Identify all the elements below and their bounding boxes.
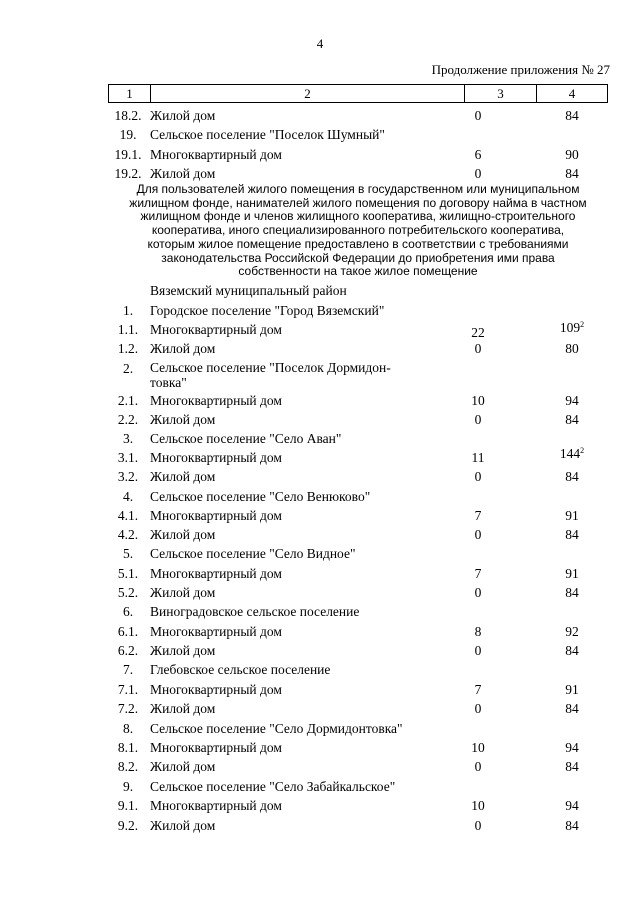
table-row — [0, 107, 640, 125]
header-col-2: 2 — [151, 85, 465, 102]
row-value-4: 84 — [565, 108, 579, 123]
value-text: 109 — [559, 320, 581, 335]
table-row — [0, 700, 640, 718]
row-value-3: 6 — [474, 147, 482, 162]
row-number: 1. — [122, 303, 134, 318]
value-text: 144 — [559, 446, 581, 461]
table-row — [0, 411, 640, 429]
value-text: 84 — [565, 469, 579, 484]
table-row — [0, 565, 640, 583]
row-number: 5.1. — [117, 566, 139, 581]
table-row — [0, 758, 640, 776]
row-number: 18.2. — [114, 108, 142, 123]
row-name: Многоквартирный дом — [150, 393, 282, 408]
table-row — [0, 321, 640, 339]
header-col-3: 3 — [465, 85, 537, 102]
row-name: Жилой дом — [150, 643, 216, 658]
value-text: 84 — [565, 643, 579, 658]
row-value-3: 7 — [474, 682, 482, 697]
value-text: 80 — [565, 341, 579, 356]
row-value-3: 8 — [474, 624, 482, 639]
row-value-3: 0 — [474, 108, 482, 123]
row-number: 1.1. — [117, 322, 139, 337]
row-value-3: 10 — [471, 740, 485, 755]
row-value-4 — [532, 411, 612, 429]
row-number: 6. — [122, 604, 134, 619]
row-value-3: 10 — [471, 798, 485, 813]
row-name: Сельское поселение "Поселок Дормидон- товка" — [150, 360, 391, 390]
row-name: Многоквартирный дом — [150, 450, 282, 465]
row-value-4 — [532, 584, 612, 602]
row-number: 8.2. — [117, 759, 139, 774]
row-value-3: 0 — [474, 759, 482, 774]
table-row — [0, 340, 640, 358]
row-name: Сельское поселение "Поселок Шумный" — [150, 127, 385, 142]
row-number: 4.1. — [117, 508, 139, 523]
row-value-3: 0 — [474, 341, 482, 356]
row-value-3: 0 — [474, 469, 482, 484]
table-row — [0, 488, 640, 506]
row-value-4 — [532, 392, 612, 410]
row-number: 7.2. — [117, 701, 139, 716]
table-row — [0, 507, 640, 525]
value-text: 84 — [565, 527, 579, 542]
table-row — [0, 165, 640, 183]
row-number: 6.2. — [117, 643, 139, 658]
table-row — [0, 146, 640, 164]
row-name: Многоквартирный дом — [150, 740, 282, 755]
row-name: Многоквартирный дом — [150, 798, 282, 813]
row-name: Сельское поселение "Село Видное" — [150, 546, 356, 561]
row-value-4 — [532, 340, 612, 358]
row-number: 19. — [119, 127, 137, 142]
row-name: Жилой дом — [150, 469, 216, 484]
row-name: Сельское поселение "Село Дормидонтовка" — [150, 721, 403, 736]
row-number: 7. — [122, 662, 134, 677]
table-row — [0, 360, 640, 390]
table-row — [0, 817, 640, 835]
row-value-4 — [532, 758, 612, 776]
row-name: Сельское поселение "Село Аван" — [150, 431, 342, 446]
row-number: 8. — [122, 721, 134, 736]
row-value-3: 0 — [474, 166, 482, 181]
row-name: Сельское поселение "Село Забайкальское" — [150, 779, 396, 794]
superscript: 2 — [580, 446, 585, 455]
row-value-4 — [532, 565, 612, 583]
value-text: 91 — [565, 566, 579, 581]
row-name: Жилой дом — [150, 166, 216, 181]
value-text: 84 — [565, 412, 579, 427]
value-text: 94 — [565, 393, 579, 408]
row-value-4 — [532, 700, 612, 718]
table-row — [0, 642, 640, 660]
row-value-3: 0 — [474, 701, 482, 716]
district-heading: Вяземский муниципальный район — [150, 283, 347, 298]
row-name: Глебовское сельское поселение — [150, 662, 331, 677]
table-row — [0, 302, 640, 320]
row-name: Сельское поселение "Село Венюково" — [150, 489, 371, 504]
row-number: 9. — [122, 779, 134, 794]
header-col-1: 1 — [109, 85, 151, 102]
row-value-4 — [532, 642, 612, 660]
row-value-3: 0 — [474, 643, 482, 658]
row-value-3: 0 — [474, 527, 482, 542]
value-text: 84 — [565, 759, 579, 774]
row-value-4 — [532, 623, 612, 641]
table-row — [0, 603, 640, 621]
superscript: 2 — [580, 320, 585, 329]
table-row — [0, 584, 640, 602]
row-number: 8.1. — [117, 740, 139, 755]
row-value-4 — [532, 507, 612, 525]
value-text: 84 — [565, 701, 579, 716]
value-text: 91 — [565, 508, 579, 523]
row-name: Жилой дом — [150, 412, 216, 427]
row-number: 19.1. — [114, 147, 142, 162]
row-value-4 — [532, 681, 612, 699]
table-header — [108, 84, 608, 103]
row-number: 1.2. — [117, 341, 139, 356]
row-value-3: 7 — [474, 508, 482, 523]
row-value-3: 11 — [471, 450, 485, 465]
row-name: Жилой дом — [150, 701, 216, 716]
header-col-4: 4 — [568, 86, 576, 101]
row-name: Многоквартирный дом — [150, 322, 282, 337]
table-row — [0, 720, 640, 738]
value-text: 91 — [565, 682, 579, 697]
table-row — [0, 468, 640, 486]
row-value-4 — [532, 319, 612, 337]
table-row — [0, 526, 640, 544]
row-number: 4.2. — [117, 527, 139, 542]
row-number: 2.1. — [117, 393, 139, 408]
value-text: 84 — [565, 585, 579, 600]
table-row — [0, 778, 640, 796]
page-number: 4 — [316, 36, 324, 51]
row-name: Жилой дом — [150, 527, 216, 542]
table-row — [0, 446, 640, 467]
row-value-3: 22 — [471, 325, 485, 340]
row-value-4: 90 — [565, 147, 579, 162]
row-value-3: 10 — [471, 393, 485, 408]
row-value-4: 84 — [565, 166, 579, 181]
value-text: 92 — [565, 624, 579, 639]
row-name: Виноградовское сельское поселение — [150, 604, 360, 619]
row-name: Многоквартирный дом — [150, 508, 282, 523]
row-name: Жилой дом — [150, 585, 216, 600]
row-name: Жилой дом — [150, 759, 216, 774]
row-number: 7.1. — [117, 682, 139, 697]
row-name: Жилой дом — [150, 108, 216, 123]
row-value-4 — [532, 445, 612, 463]
row-name: Многоквартирный дом — [150, 682, 282, 697]
row-number: 4. — [122, 489, 134, 504]
note-paragraph: Для пользователей жилого помещения в государственном или муниципальном жилищном фонде, нанимателей жилого помещения по договору найма в частном жилищном фонде и членов жилищного кооператива, жилищно-строительного кооператива, иного специализированного потребительского кооператива, которым жилое помещение предоставлено в соответствии с требованиями законодательства Российской Федерации до приобретения ими права собственности на такое жилое помещение — [129, 182, 587, 279]
value-text: 84 — [565, 818, 579, 833]
row-name: Многоквартирный дом — [150, 147, 282, 162]
row-value-3: 0 — [474, 818, 482, 833]
row-number: 6.1. — [117, 624, 139, 639]
row-value-3: 0 — [474, 585, 482, 600]
continuation-label: Продолжение приложения № 27 — [431, 62, 610, 77]
value-text: 94 — [565, 798, 579, 813]
row-number: 2. — [122, 361, 134, 376]
row-number: 5.2. — [117, 585, 139, 600]
row-name: Многоквартирный дом — [150, 566, 282, 581]
row-value-4 — [532, 526, 612, 544]
row-value-4 — [532, 739, 612, 757]
row-value-4 — [532, 468, 612, 486]
row-name: Жилой дом — [150, 341, 216, 356]
row-value-3: 0 — [474, 412, 482, 427]
row-number: 3.1. — [117, 450, 139, 465]
row-name: Городское поселение "Город Вяземский" — [150, 303, 385, 318]
row-number: 3.2. — [117, 469, 139, 484]
table-row — [0, 126, 640, 144]
row-number: 9.1. — [117, 798, 139, 813]
value-text: 94 — [565, 740, 579, 755]
row-value-4 — [532, 817, 612, 835]
row-number: 5. — [122, 546, 134, 561]
table-row — [0, 545, 640, 563]
table-row — [0, 739, 640, 757]
row-number: 9.2. — [117, 818, 139, 833]
row-value-4 — [532, 797, 612, 815]
table-row — [0, 623, 640, 641]
table-row — [0, 392, 640, 410]
table-row — [0, 797, 640, 815]
row-name: Многоквартирный дом — [150, 624, 282, 639]
row-value-3: 7 — [474, 566, 482, 581]
table-row — [0, 681, 640, 699]
table-row — [0, 661, 640, 679]
row-number: 19.2. — [114, 166, 142, 181]
row-name: Жилой дом — [150, 818, 216, 833]
row-number: 3. — [122, 431, 134, 446]
row-number: 2.2. — [117, 412, 139, 427]
